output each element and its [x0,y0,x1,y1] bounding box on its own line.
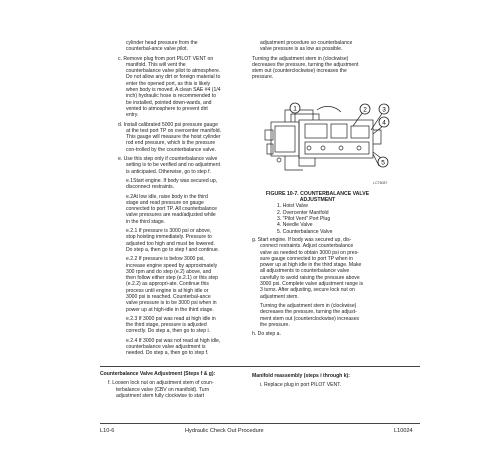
left-column [118,40,221,360]
legend-item: 5. Counterbalance Valve [277,228,333,235]
right-column-top [252,40,364,84]
step-e22: e.2.2 If pressure is below 3000 psi, increase engine speed by approximately 300 rpm and do step (e.2) above, and then follow either step (e.2.1) or this step (e.2.2) as appropri-ate. Continue this process until engine is at high idle or 3000 psi is reached. Counterbal-ance valve pressure is to be 3000 psi when in power up at high-idle in the third stage. [126,256,219,313]
svg-text:4: 4 [382,119,386,127]
callout-5 [378,157,388,167]
footer-page-number: L10-6 [100,428,115,434]
step-e21: e.2.1 If pressure is 3000 psi or above, stop hoisting immediately. Pressure to adjusted too high and must be lowered. Do step a, then go to step f and continue. [126,228,220,253]
svg-text:5: 5 [381,159,385,167]
step-b-continued: cylinder head pressure from the counterbal-ance valve pilot. [126,40,198,53]
step-g: g. Start engine. If body was secured up, dis-connect restraints. Adjust counterbalance valve as needed to obtain 3000 psi on pres-sure gauge connected to port TP when in power up at high idle in the third stage. Make all adjustments to counterbalance valve carefully to avoid raising the pressure above 3000 psi. Complete valve adjustment range is 3 turns. After adjusting, secure lock nut on adjustment stem. [252,237,364,300]
legend-item: 4. Needle Valve [277,222,313,229]
step-e24: e.2.4 If 3000 psi was not read at high idle, counterbalance valve adjustment is needed. Do step a, then go to step f. [126,337,221,357]
callout-1 [290,103,300,113]
svg-text:3: 3 [382,106,386,114]
legend-item: 3. "Pilot Vent" Port Plug [277,216,331,222]
callout-4 [379,117,389,127]
footer-title: Hydraulic Check Out Procedure [185,428,264,434]
svg-text:2: 2 [363,106,367,114]
figure-code: LCT6087 [373,181,388,185]
figure-title: FIGURE 10-7. COUNTERBALANCE VALVE ADJUSTMENT [265,191,370,204]
section-heading: Manifold reassembly (steps i through k): [252,373,350,379]
legend-item: 2. Overcenter Manifold [277,209,329,216]
section-heading: Counterbalance Valve Adjustment (Steps f & g): [100,371,216,377]
section-divider [100,366,420,367]
callout-3 [379,104,389,114]
step-f: f. Loosen lock nut on adjustment stem of coun-terbalance valve (CBV on manifold). Turn adjustment stem fully clockwise to start [108,380,214,399]
figure-caption [255,191,380,235]
counterbalance-valve-diagram [255,100,395,188]
turning-note: Turning the adjustment stem in (clockwise) decreases the pressure, turning the adjustment stem out (counterclockwise) increases the pressure. [252,55,359,81]
step-e23: e.2.3 If 3000 psi was read at high idle in the third stage, pressure is adjusted correctly. Do step a, then go to step i. [126,315,216,335]
step-f-continued: adjustment procedure so counterbalance valve pressure is as low as possible. [260,40,353,53]
step-i: i. Replace plug in port PILOT VENT. [260,382,342,389]
step-d: d. Install calibrated 5000 psi pressure gauge at the test port TP on overcenter manifold. This gauge will measure the hoist cylinder rod end pressure, which is the pressure con-trolled by the counterbalance valve. [118,121,221,153]
figure-legend [255,203,380,234]
legend-item: 1. Hoist Valve [277,203,309,210]
footer-rule [100,423,420,424]
step-e: e. Use this step only if counterbalance valve setting is to be verified and no adjustment is anticipated. Otherwise, go to step f. [118,156,221,175]
callout-2 [360,104,370,114]
reassembly-section [252,373,372,392]
step-e1: e.1Start engine. If body was secured up, disconnect restraints. [126,177,218,191]
counterbalance-section [100,371,222,402]
footer-doc-code: L10024 [394,428,413,434]
step-g-note: Turning the adjustment stem in (clockwise) decreases the pressure, turning the adjust-ment stem out (counterclockwise) increases the pressure. [260,302,360,328]
step-c: c. Remove plug from port PILOT VENT on manifold. This will vent the counterbalance valve pilot to atmosphere. Do not allow any dirt or foreign material to enter the opened port, as this is likely when body is moved. A clean SAE #4 (1/4 inch) hydraulic hose is recommended to be installed, pointed down-wards, and vented to atmosphere to prevent dirt entry. [118,55,221,119]
step-h: h. Do step a. [252,331,281,338]
svg-text:1: 1 [293,105,297,113]
right-column-bottom [252,237,364,340]
step-e2: e.2At low idle, raise body in the third stage and read pressure on gauge connected to port TP. All counterbalance valve pressures are read/adjusted while in the third stage. [126,193,217,225]
